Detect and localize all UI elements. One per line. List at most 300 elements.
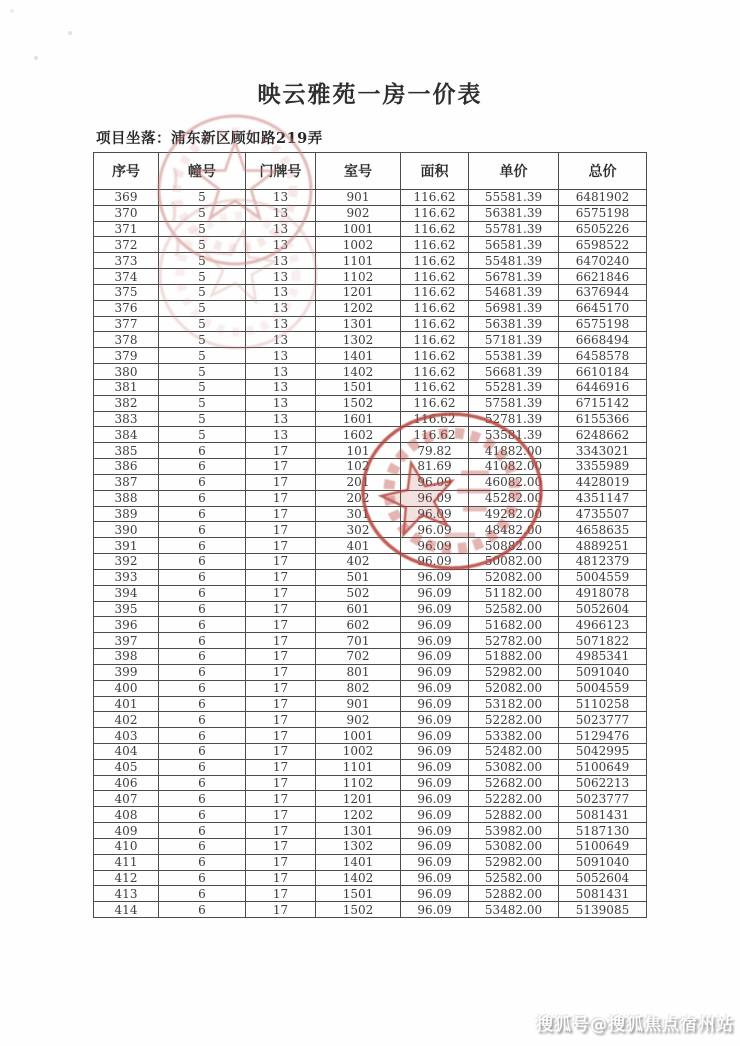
table-cell: 17 (246, 506, 316, 522)
column-header: 室号 (316, 153, 401, 190)
table-cell: 17 (246, 823, 316, 839)
table-cell: 17 (246, 459, 316, 475)
table-cell: 6 (159, 601, 246, 617)
table-cell: 412 (94, 870, 159, 886)
table-cell: 55481.39 (469, 253, 559, 269)
table-cell: 5100649 (559, 759, 647, 775)
table-cell: 6376944 (559, 284, 647, 300)
table-cell: 5081431 (559, 807, 647, 823)
table-cell: 52282.00 (469, 791, 559, 807)
table-cell: 6155366 (559, 411, 647, 427)
table-cell: 6 (159, 664, 246, 680)
table-cell: 377 (94, 316, 159, 332)
table-cell: 52482.00 (469, 743, 559, 759)
table-cell: 116.62 (401, 411, 469, 427)
sohu-watermark: 搜狐号@搜狐焦点宿州站 (536, 1015, 734, 1035)
table-row (94, 490, 647, 506)
table-cell: 55581.39 (469, 190, 559, 206)
table-cell: 53482.00 (469, 902, 559, 918)
table-cell: 116.62 (401, 348, 469, 364)
table-cell: 96.09 (401, 902, 469, 918)
table-cell: 408 (94, 807, 159, 823)
table-cell: 17 (246, 585, 316, 601)
table-cell: 701 (316, 633, 401, 649)
table-row (94, 823, 647, 839)
table-cell: 52082.00 (469, 680, 559, 696)
table-cell: 1601 (316, 411, 401, 427)
table-cell: 6481902 (559, 190, 647, 206)
table-cell: 202 (316, 490, 401, 506)
table-cell: 702 (316, 649, 401, 665)
table-cell: 902 (316, 205, 401, 221)
table-cell: 53082.00 (469, 838, 559, 854)
table-cell: 116.62 (401, 190, 469, 206)
table-cell: 13 (246, 411, 316, 427)
table-cell: 5081431 (559, 886, 647, 902)
table-cell: 388 (94, 490, 159, 506)
table-cell: 96.09 (401, 696, 469, 712)
table-cell: 395 (94, 601, 159, 617)
table-cell: 55781.39 (469, 221, 559, 237)
table-row (94, 395, 647, 411)
table-row (94, 759, 647, 775)
table-row (94, 743, 647, 759)
table-cell: 5 (159, 332, 246, 348)
table-cell: 116.62 (401, 269, 469, 285)
table-cell: 5 (159, 300, 246, 316)
table-row (94, 506, 647, 522)
table-cell: 6 (159, 443, 246, 459)
table-cell: 6 (159, 728, 246, 744)
table-cell: 404 (94, 743, 159, 759)
table-cell: 17 (246, 569, 316, 585)
table-cell: 116.62 (401, 300, 469, 316)
table-cell: 4812379 (559, 554, 647, 570)
table-cell: 1502 (316, 395, 401, 411)
table-row (94, 443, 647, 459)
table-cell: 46082.00 (469, 474, 559, 490)
table-cell: 6621846 (559, 269, 647, 285)
table-row (94, 538, 647, 554)
table-cell: 375 (94, 284, 159, 300)
table-cell: 1401 (316, 854, 401, 870)
table-cell: 6470240 (559, 253, 647, 269)
page-title: 映云雅苑一房一价表 (257, 81, 483, 108)
table-cell: 6 (159, 633, 246, 649)
table-cell: 902 (316, 712, 401, 728)
table-cell: 17 (246, 538, 316, 554)
table-cell: 1501 (316, 886, 401, 902)
table-cell: 5 (159, 395, 246, 411)
table-cell: 13 (246, 364, 316, 380)
table-cell: 6 (159, 506, 246, 522)
table-row (94, 474, 647, 490)
table-cell: 6 (159, 743, 246, 759)
table-row (94, 348, 647, 364)
table-cell: 5023777 (559, 712, 647, 728)
table-row (94, 237, 647, 253)
table-cell: 52282.00 (469, 712, 559, 728)
table-cell: 17 (246, 712, 316, 728)
table-cell: 406 (94, 775, 159, 791)
table-cell: 3343021 (559, 443, 647, 459)
table-cell: 116.62 (401, 237, 469, 253)
table-cell: 4918078 (559, 585, 647, 601)
table-cell: 51182.00 (469, 585, 559, 601)
table-cell: 17 (246, 775, 316, 791)
table-cell: 17 (246, 791, 316, 807)
table-cell: 1301 (316, 316, 401, 332)
table-cell: 96.09 (401, 617, 469, 633)
table-row (94, 284, 647, 300)
table-cell: 13 (246, 348, 316, 364)
table-cell: 41082.00 (469, 459, 559, 475)
table-cell: 5 (159, 411, 246, 427)
table-cell: 17 (246, 728, 316, 744)
table-cell: 3355989 (559, 459, 647, 475)
table-row (94, 870, 647, 886)
table-cell: 49282.00 (469, 506, 559, 522)
table-cell: 1002 (316, 237, 401, 253)
table-cell: 4966123 (559, 617, 647, 633)
table-cell: 1502 (316, 902, 401, 918)
table-cell: 56981.39 (469, 300, 559, 316)
table-cell: 1102 (316, 775, 401, 791)
table-cell: 5 (159, 237, 246, 253)
table-cell: 116.62 (401, 253, 469, 269)
table-cell: 17 (246, 854, 316, 870)
table-cell: 96.09 (401, 490, 469, 506)
table-cell: 6446916 (559, 379, 647, 395)
table-cell: 1101 (316, 759, 401, 775)
table-cell: 6598522 (559, 237, 647, 253)
table-row (94, 253, 647, 269)
table-cell: 380 (94, 364, 159, 380)
table-cell: 379 (94, 348, 159, 364)
table-cell: 6505226 (559, 221, 647, 237)
column-header: 总价 (559, 153, 647, 190)
table-cell: 1402 (316, 870, 401, 886)
table-row (94, 569, 647, 585)
table-row (94, 379, 647, 395)
table-cell: 13 (246, 379, 316, 395)
table-cell: 116.62 (401, 284, 469, 300)
table-cell: 6 (159, 775, 246, 791)
table-row (94, 427, 647, 443)
table-cell: 17 (246, 554, 316, 570)
table-cell: 5062213 (559, 775, 647, 791)
table-cell: 378 (94, 332, 159, 348)
table-row (94, 585, 647, 601)
table-cell: 5052604 (559, 870, 647, 886)
table-cell: 45282.00 (469, 490, 559, 506)
table-cell: 373 (94, 253, 159, 269)
table-row (94, 649, 647, 665)
table-cell: 116.62 (401, 221, 469, 237)
table-cell: 102 (316, 459, 401, 475)
table-cell: 17 (246, 522, 316, 538)
table-cell: 393 (94, 569, 159, 585)
table-cell: 387 (94, 474, 159, 490)
table-row (94, 664, 647, 680)
table-cell: 96.09 (401, 807, 469, 823)
table-cell: 5 (159, 221, 246, 237)
table-cell: 411 (94, 854, 159, 870)
table-row (94, 617, 647, 633)
table-cell: 56581.39 (469, 237, 559, 253)
table-cell: 6 (159, 554, 246, 570)
table-cell: 52682.00 (469, 775, 559, 791)
table-cell: 6 (159, 522, 246, 538)
table-cell: 17 (246, 617, 316, 633)
table-cell: 4889251 (559, 538, 647, 554)
table-cell: 6610184 (559, 364, 647, 380)
table-cell: 1101 (316, 253, 401, 269)
table-cell: 52082.00 (469, 569, 559, 585)
table-cell: 13 (246, 237, 316, 253)
table-cell: 383 (94, 411, 159, 427)
table-cell: 53581.39 (469, 427, 559, 443)
table-cell: 6 (159, 585, 246, 601)
table-cell: 5100649 (559, 838, 647, 854)
table-row (94, 807, 647, 823)
table-cell: 407 (94, 791, 159, 807)
table-row (94, 886, 647, 902)
table-cell: 6 (159, 649, 246, 665)
table-cell: 5 (159, 348, 246, 364)
table-cell: 50082.00 (469, 554, 559, 570)
table-cell: 6 (159, 854, 246, 870)
table-cell: 389 (94, 506, 159, 522)
table-cell: 96.09 (401, 522, 469, 538)
table-cell: 96.09 (401, 601, 469, 617)
table-cell: 96.09 (401, 649, 469, 665)
table-cell: 414 (94, 902, 159, 918)
price-table-body (94, 190, 647, 918)
table-cell: 391 (94, 538, 159, 554)
table-cell: 5 (159, 190, 246, 206)
table-cell: 48482.00 (469, 522, 559, 538)
table-cell: 1001 (316, 728, 401, 744)
table-cell: 6715142 (559, 395, 647, 411)
table-cell: 6 (159, 459, 246, 475)
table-cell: 17 (246, 601, 316, 617)
table-cell: 5129476 (559, 728, 647, 744)
table-cell: 55381.39 (469, 348, 559, 364)
column-header: 门牌号 (246, 153, 316, 190)
column-header: 单价 (469, 153, 559, 190)
table-cell: 96.09 (401, 538, 469, 554)
table-cell: 382 (94, 395, 159, 411)
table-cell: 1202 (316, 300, 401, 316)
table-row (94, 190, 647, 206)
table-cell: 5110258 (559, 696, 647, 712)
table-cell: 6 (159, 870, 246, 886)
table-cell: 5091040 (559, 664, 647, 680)
table-cell: 402 (316, 554, 401, 570)
table-cell: 96.09 (401, 728, 469, 744)
table-cell: 17 (246, 490, 316, 506)
table-cell: 101 (316, 443, 401, 459)
project-location-line (96, 127, 323, 148)
table-cell: 13 (246, 221, 316, 237)
table-cell: 376 (94, 300, 159, 316)
table-cell: 79.82 (401, 443, 469, 459)
table-row (94, 300, 647, 316)
table-cell: 96.09 (401, 585, 469, 601)
table-cell: 96.09 (401, 633, 469, 649)
table-cell: 6 (159, 886, 246, 902)
table-cell: 1102 (316, 269, 401, 285)
table-cell: 116.62 (401, 316, 469, 332)
table-cell: 17 (246, 870, 316, 886)
table-row (94, 554, 647, 570)
table-cell: 801 (316, 664, 401, 680)
table-row (94, 680, 647, 696)
table-cell: 56381.39 (469, 316, 559, 332)
table-cell: 52582.00 (469, 870, 559, 886)
table-cell: 1001 (316, 221, 401, 237)
table-cell: 96.09 (401, 759, 469, 775)
table-cell: 410 (94, 838, 159, 854)
table-cell: 55281.39 (469, 379, 559, 395)
project-location-label: 项目坐落： (96, 130, 171, 147)
table-cell: 403 (94, 728, 159, 744)
table-row (94, 775, 647, 791)
table-cell: 17 (246, 443, 316, 459)
table-cell: 13 (246, 190, 316, 206)
table-cell: 4985341 (559, 649, 647, 665)
table-cell: 1302 (316, 838, 401, 854)
table-cell: 6 (159, 538, 246, 554)
table-cell: 901 (316, 190, 401, 206)
table-cell: 602 (316, 617, 401, 633)
table-cell: 52982.00 (469, 664, 559, 680)
table-cell: 52882.00 (469, 807, 559, 823)
table-cell: 17 (246, 664, 316, 680)
table-cell: 17 (246, 633, 316, 649)
table-cell: 96.09 (401, 886, 469, 902)
table-cell: 53082.00 (469, 759, 559, 775)
table-cell: 53182.00 (469, 696, 559, 712)
table-cell: 4735507 (559, 506, 647, 522)
table-cell: 116.62 (401, 427, 469, 443)
table-cell: 6458578 (559, 348, 647, 364)
table-cell: 5 (159, 316, 246, 332)
table-cell: 5052604 (559, 601, 647, 617)
table-cell: 52582.00 (469, 601, 559, 617)
table-cell: 369 (94, 190, 159, 206)
table-cell: 96.09 (401, 474, 469, 490)
table-cell: 1302 (316, 332, 401, 348)
table-cell: 96.09 (401, 775, 469, 791)
table-cell: 54681.39 (469, 284, 559, 300)
table-row (94, 601, 647, 617)
table-cell: 397 (94, 633, 159, 649)
table-cell: 17 (246, 902, 316, 918)
table-cell: 385 (94, 443, 159, 459)
table-cell: 96.09 (401, 743, 469, 759)
table-cell: 96.09 (401, 712, 469, 728)
scan-noise-dot (34, 56, 38, 60)
table-cell: 1402 (316, 364, 401, 380)
table-row (94, 221, 647, 237)
table-cell: 201 (316, 474, 401, 490)
table-cell: 13 (246, 300, 316, 316)
table-row (94, 522, 647, 538)
table-cell: 401 (316, 538, 401, 554)
table-cell: 5 (159, 205, 246, 221)
table-cell: 1201 (316, 791, 401, 807)
table-cell: 4428019 (559, 474, 647, 490)
table-cell: 6 (159, 759, 246, 775)
price-table (93, 152, 647, 918)
column-header: 幢号 (159, 153, 246, 190)
table-cell: 57181.39 (469, 332, 559, 348)
table-cell: 51882.00 (469, 649, 559, 665)
table-cell: 52882.00 (469, 886, 559, 902)
table-cell: 6 (159, 474, 246, 490)
table-cell: 372 (94, 237, 159, 253)
table-cell: 1002 (316, 743, 401, 759)
table-cell: 6645170 (559, 300, 647, 316)
table-cell: 301 (316, 506, 401, 522)
table-cell: 1501 (316, 379, 401, 395)
table-cell: 6 (159, 490, 246, 506)
table-cell: 116.62 (401, 364, 469, 380)
table-cell: 1201 (316, 284, 401, 300)
table-row (94, 459, 647, 475)
table-row (94, 791, 647, 807)
table-cell: 5004559 (559, 680, 647, 696)
table-cell: 5139085 (559, 902, 647, 918)
scan-noise-dot (10, 9, 14, 13)
table-cell: 4658635 (559, 522, 647, 538)
table-cell: 96.09 (401, 664, 469, 680)
table-cell: 5 (159, 269, 246, 285)
table-cell: 386 (94, 459, 159, 475)
table-cell: 5 (159, 379, 246, 395)
table-cell: 13 (246, 395, 316, 411)
table-cell: 96.09 (401, 554, 469, 570)
table-cell: 6 (159, 617, 246, 633)
table-cell: 17 (246, 807, 316, 823)
table-cell: 5004559 (559, 569, 647, 585)
table-cell: 6 (159, 807, 246, 823)
table-cell: 96.09 (401, 506, 469, 522)
column-header: 序号 (94, 153, 159, 190)
table-cell: 116.62 (401, 205, 469, 221)
table-row (94, 364, 647, 380)
table-cell: 50882.00 (469, 538, 559, 554)
table-cell: 17 (246, 474, 316, 490)
table-cell: 13 (246, 205, 316, 221)
table-cell: 96.09 (401, 680, 469, 696)
table-cell: 5091040 (559, 854, 647, 870)
table-row (94, 316, 647, 332)
table-cell: 302 (316, 522, 401, 538)
table-cell: 6 (159, 696, 246, 712)
table-cell: 17 (246, 759, 316, 775)
table-cell: 5 (159, 253, 246, 269)
table-cell: 601 (316, 601, 401, 617)
table-cell: 384 (94, 427, 159, 443)
table-cell: 381 (94, 379, 159, 395)
table-cell: 390 (94, 522, 159, 538)
table-cell: 370 (94, 205, 159, 221)
table-cell: 13 (246, 269, 316, 285)
table-cell: 116.62 (401, 379, 469, 395)
